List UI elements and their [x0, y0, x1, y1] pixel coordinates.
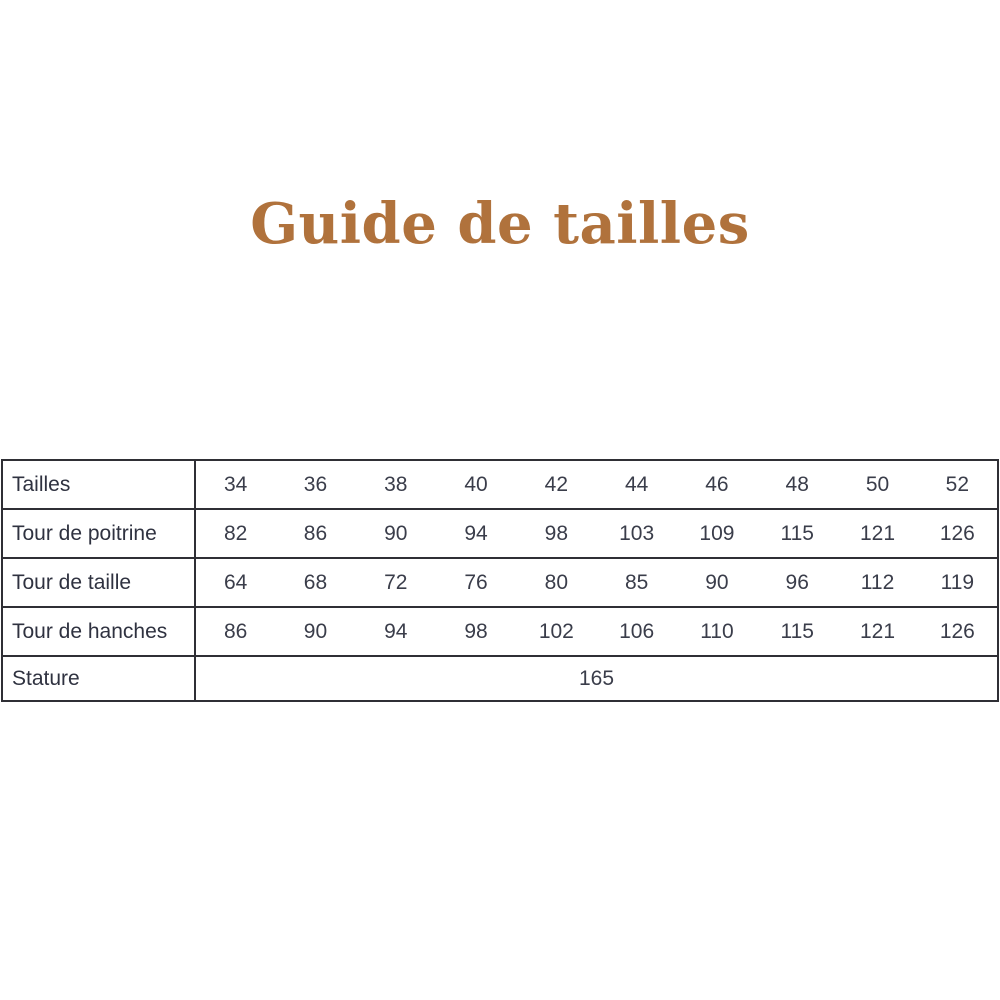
- table-cell: 102: [516, 607, 596, 656]
- table-cell: 121: [837, 509, 917, 558]
- row-label: Tour de poitrine: [2, 509, 195, 558]
- table-row: [2, 558, 998, 607]
- table-cell: 115: [757, 607, 837, 656]
- table-cell: 121: [837, 607, 917, 656]
- table-cell: 46: [677, 460, 757, 509]
- table-cell: 38: [356, 460, 436, 509]
- table-cell: 98: [436, 607, 516, 656]
- table-row: [2, 509, 998, 558]
- table-cell: 90: [275, 607, 355, 656]
- table-cell: 98: [516, 509, 596, 558]
- table-cell: 85: [596, 558, 676, 607]
- stature-value: 165: [195, 656, 998, 701]
- row-label-stature: Stature: [2, 656, 195, 701]
- table-cell: 90: [356, 509, 436, 558]
- size-table-body: [2, 460, 998, 701]
- table-cell: 103: [596, 509, 676, 558]
- table-cell: 106: [596, 607, 676, 656]
- table-cell: 110: [677, 607, 757, 656]
- table-cell: 64: [195, 558, 275, 607]
- table-row: [2, 607, 998, 656]
- table-cell: 34: [195, 460, 275, 509]
- table-cell: 68: [275, 558, 355, 607]
- table-cell: 94: [436, 509, 516, 558]
- table-cell: 48: [757, 460, 837, 509]
- table-cell: 126: [918, 607, 998, 656]
- row-label: Tailles: [2, 460, 195, 509]
- size-guide-table: [1, 459, 999, 702]
- table-cell: 52: [918, 460, 998, 509]
- table-row-stature: [2, 656, 998, 701]
- table-cell: 94: [356, 607, 436, 656]
- table-cell: 119: [918, 558, 998, 607]
- table-cell: 86: [275, 509, 355, 558]
- table-row: [2, 460, 998, 509]
- table-cell: 44: [596, 460, 676, 509]
- table-cell: 50: [837, 460, 917, 509]
- table-cell: 112: [837, 558, 917, 607]
- table-cell: 82: [195, 509, 275, 558]
- table-cell: 40: [436, 460, 516, 509]
- table-cell: 80: [516, 558, 596, 607]
- table-cell: 109: [677, 509, 757, 558]
- page-title: Guide de tailles: [250, 190, 750, 257]
- table-cell: 90: [677, 558, 757, 607]
- table-cell: 36: [275, 460, 355, 509]
- table-cell: 42: [516, 460, 596, 509]
- table-cell: 76: [436, 558, 516, 607]
- table-cell: 126: [918, 509, 998, 558]
- table-cell: 96: [757, 558, 837, 607]
- table-cell: 115: [757, 509, 837, 558]
- table-cell: 72: [356, 558, 436, 607]
- row-label: Tour de taille: [2, 558, 195, 607]
- row-label: Tour de hanches: [2, 607, 195, 656]
- table-cell: 86: [195, 607, 275, 656]
